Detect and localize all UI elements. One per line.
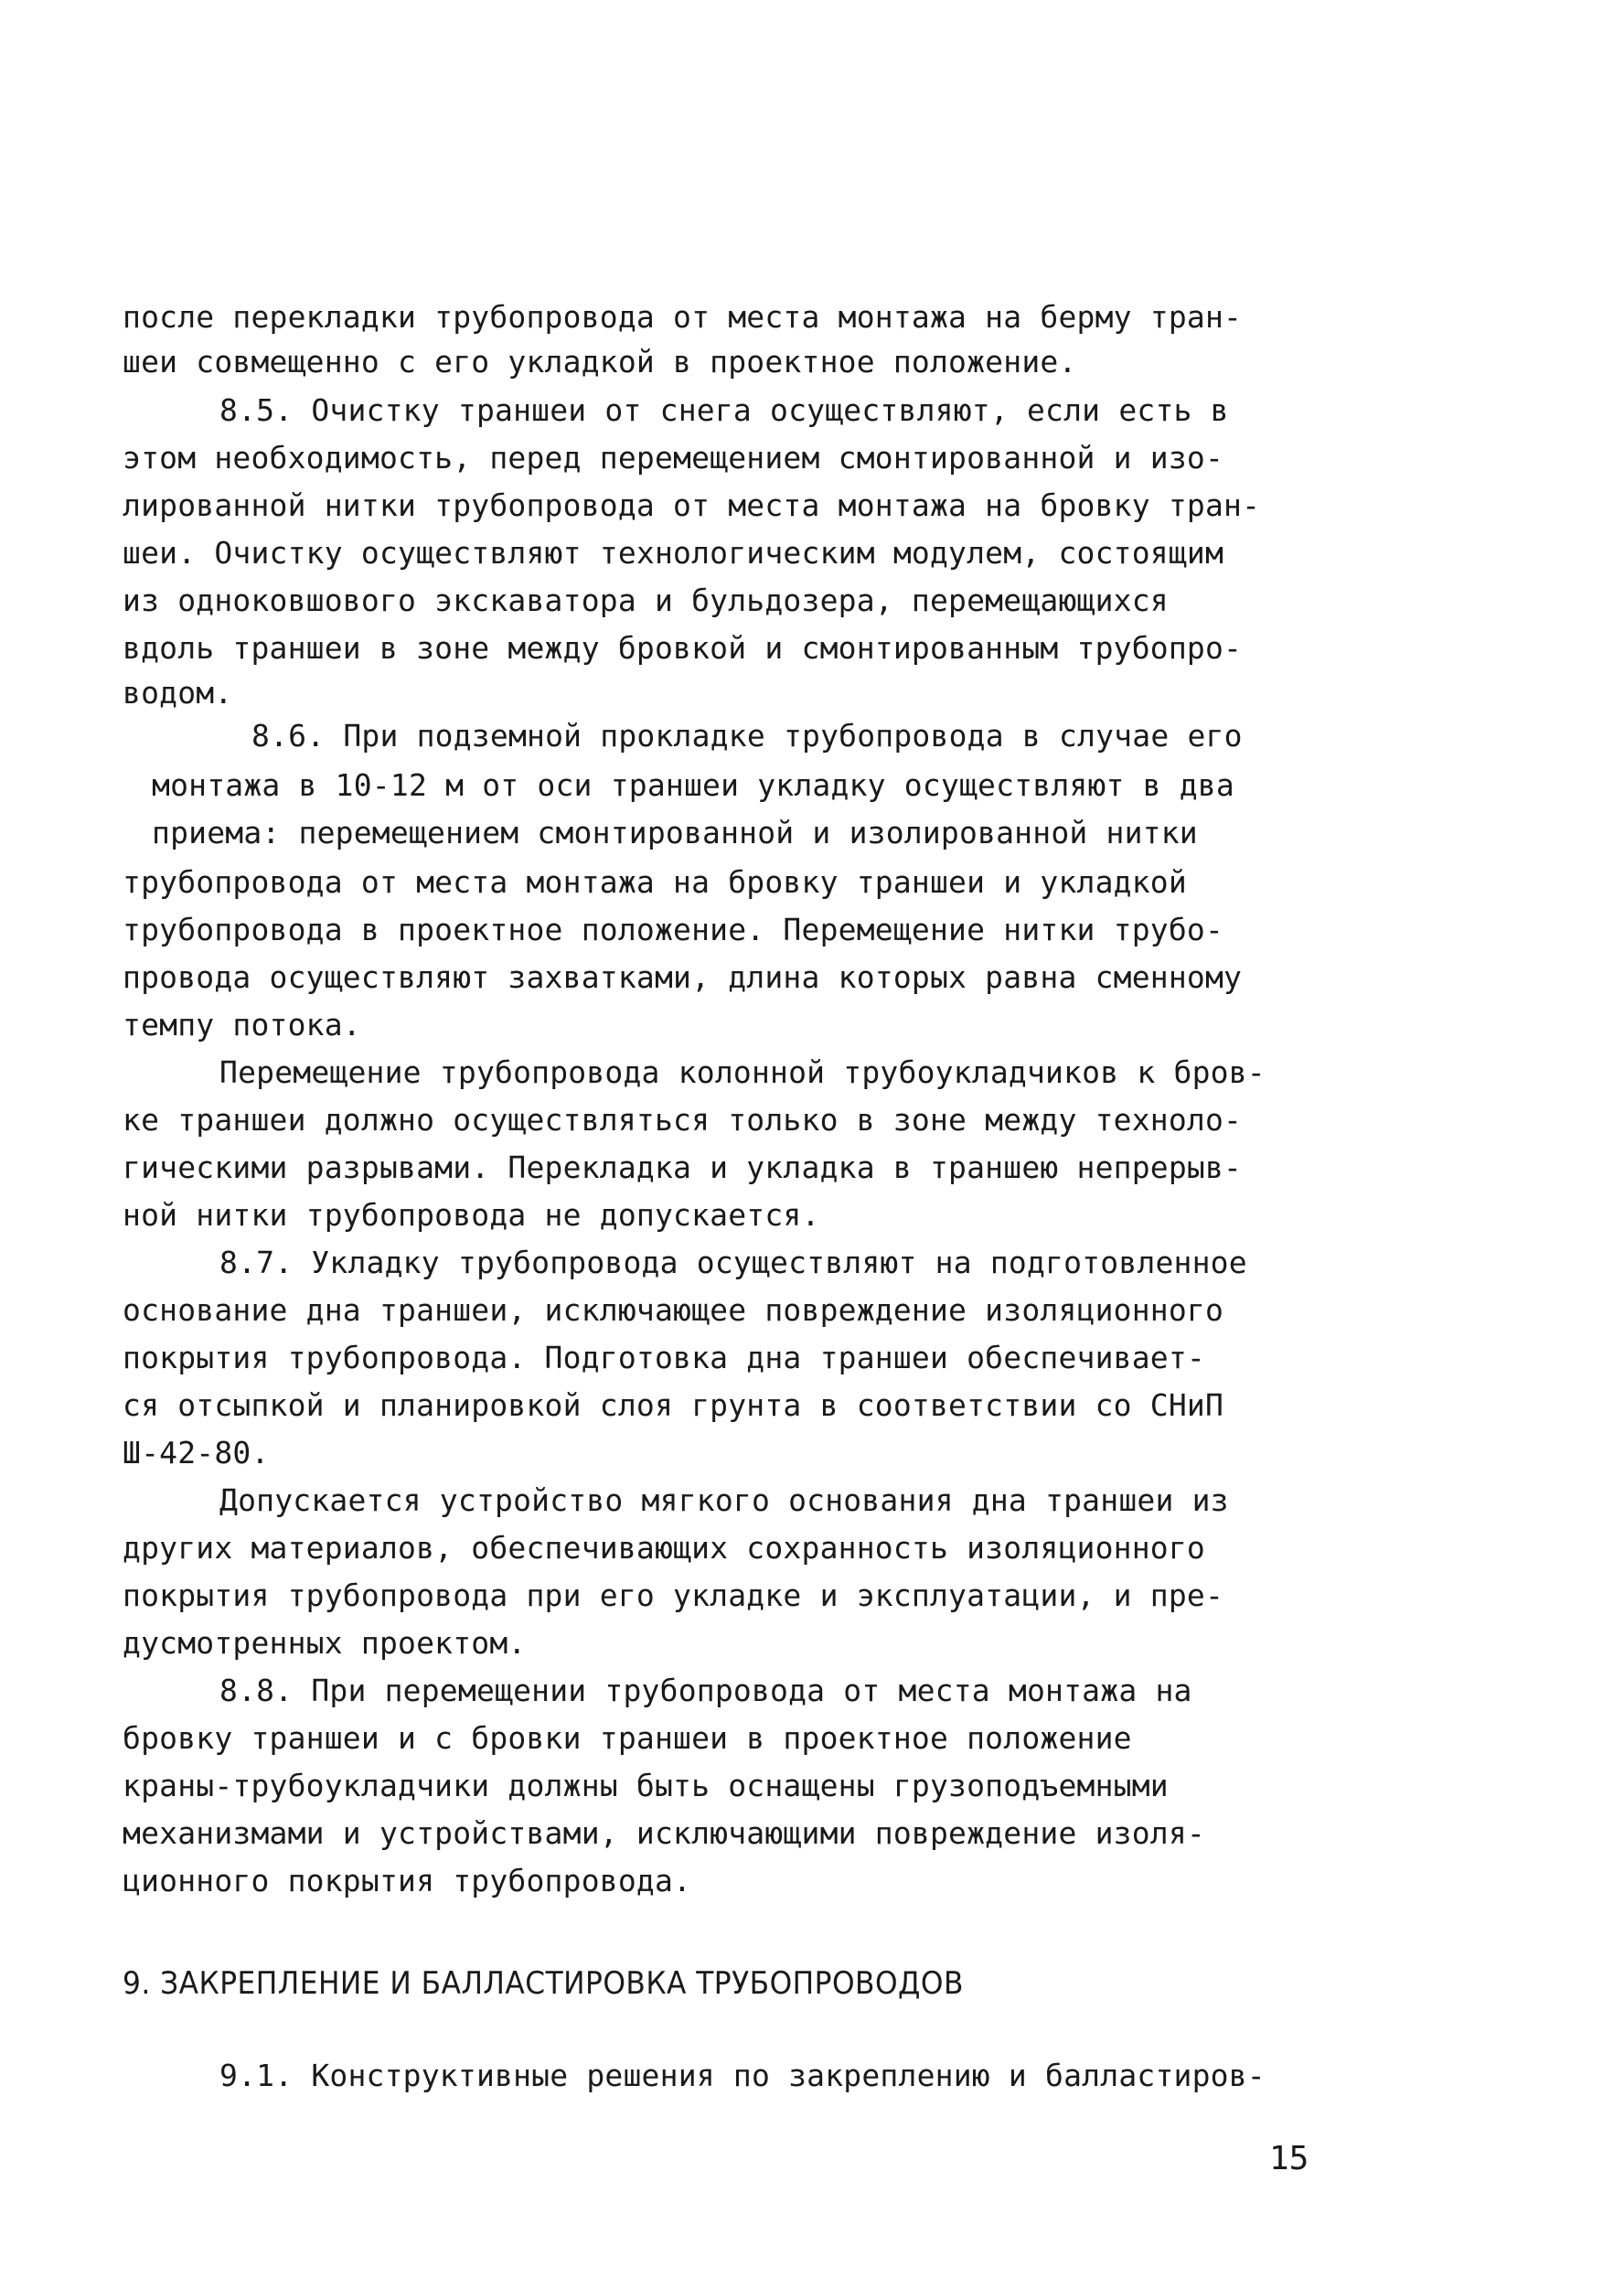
text-line: шеи совмещенно с его укладкой в проектное положение. [123, 344, 1077, 380]
text-line: лированной нитки трубопровода от места монтажа на бровку тран- [123, 487, 1261, 523]
text-line: ся отсыпкой и планировкой слоя грунта в соответствии со СНиП [123, 1387, 1224, 1423]
text-line: 8.6. При подземной прокладке трубопровода в случае его [251, 718, 1243, 754]
text-line: вдоль траншеи в зоне между бровкой и смонтированным трубопро- [123, 630, 1243, 666]
text-line: 8.5. Очистку траншеи от снега осуществляют, если есть в [219, 392, 1229, 428]
page-number: 15 [1269, 2140, 1309, 2177]
text-line: ной нитки трубопровода не допускается. [123, 1197, 820, 1233]
text-line: Допускается устройство мягкого основания дна траншеи из [219, 1482, 1229, 1518]
text-line: трубопровода в проектное положение. Перемещение нитки трубо- [123, 912, 1224, 947]
text-line: 9.1. Конструктивные решения по закреплению и балластиров- [219, 2058, 1266, 2093]
text-line: шеи. Очистку осуществляют технологическим модулем, состоящим [123, 535, 1224, 571]
text-line: из одноковшового экскаватора и бульдозера, перемещающихся [123, 583, 1169, 618]
text-line: дусмотренных проектом. [123, 1625, 527, 1661]
text-line: основание дна траншеи, исключающее повреждение изоляционного [123, 1292, 1224, 1328]
text-line: гическими разрывами. Перекладка и укладка в траншею непрерыв- [123, 1150, 1243, 1185]
text-line: трубопровода от места монтажа на бровку траншеи и укладкой [123, 864, 1187, 900]
text-line: механизмами и устройствами, исключающими повреждение изоля- [123, 1815, 1205, 1851]
text-line: после перекладки трубопровода от места монтажа на берму тран- [123, 299, 1243, 335]
text-line: ке траншеи должно осуществляться только в зоне между техноло- [123, 1102, 1243, 1138]
text-line: Перемещение трубопровода колонной трубоукладчиков к бров- [219, 1054, 1266, 1090]
section-heading: 9. ЗАКРЕПЛЕНИЕ И БАЛЛАСТИРОВКА ТРУБОПРОВОДОВ [123, 1965, 964, 2002]
text-line: этом необходимость, перед перемещением смонтированной и изо- [123, 440, 1224, 476]
text-line: ционного покрытия трубопровода. [123, 1863, 692, 1898]
text-line: 8.7. Укладку трубопровода осуществляют на подготовленное [219, 1245, 1247, 1280]
text-line: 8.8. При перемещении трубопровода от места монтажа на [219, 1673, 1192, 1708]
text-line: бровку траншеи и с бровки траншеи в проектное положение [123, 1720, 1132, 1756]
text-line: провода осуществляют захватками, длина которых равна сменному [123, 959, 1243, 995]
text-line: темпу потока. [123, 1007, 361, 1043]
text-line: приема: перемещением смонтированной и изолированной нитки [152, 815, 1198, 850]
text-line: монтажа в 10-12 м от оси траншеи укладку осуществляют в два [152, 767, 1234, 803]
text-line: покрытия трубопровода при его укладке и эксплуатации, и пре- [123, 1577, 1224, 1613]
text-line: покрытия трубопровода. Подготовка дна траншеи обеспечивает- [123, 1340, 1205, 1375]
text-line: краны-трубоукладчики должны быть оснащены грузоподъемными [123, 1768, 1169, 1803]
text-line: водом. [123, 675, 233, 711]
text-line: Ш-42-80. [123, 1435, 270, 1471]
text-line: других материалов, обеспечивающих сохранность изоляционного [123, 1530, 1205, 1566]
